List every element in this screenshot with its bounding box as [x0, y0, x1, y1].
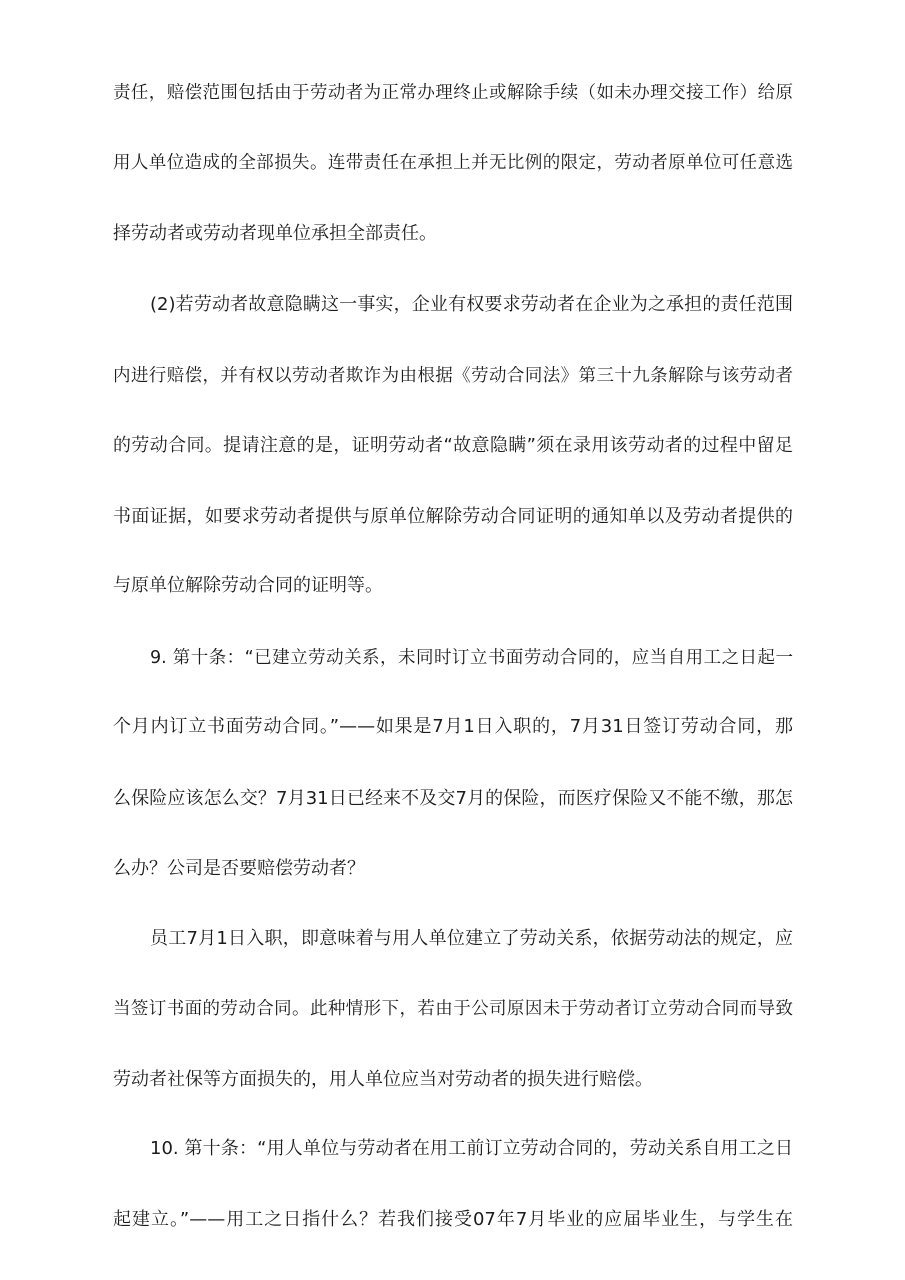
- paragraph-2-line-3: 的劳动合同。提请注意的是，证明劳动者“故意隐瞒”须在录用该劳动者的过程中留足: [113, 435, 793, 456]
- paragraph-3-line-1: 9. 第十条：“已建立劳动关系，未同时订立书面劳动合同的，应当自用工之日起一: [150, 648, 793, 668]
- paragraph-2-line-4: 书面证据，如要求劳动者提供与原单位解除劳动合同证明的通知单以及劳动者提供的: [113, 506, 793, 527]
- paragraph-1-line-2: 用人单位造成的全部损失。连带责任在承担上并无比例的限定，劳动者原单位可任意选: [113, 153, 793, 173]
- paragraph-3-line-3: 么保险应该怎么交？7月31日已经来不及交7月的保险，而医疗保险又不能不缴，那怎: [113, 788, 793, 809]
- paragraph-1-line-1: 责任，赔偿范围包括由于劳动者为正常办理终止或解除手续（如未办理交接工作）给原: [113, 83, 793, 103]
- paragraph-2-line-5: 与原单位解除劳动合同的证明等。: [113, 575, 383, 596]
- paragraph-3-line-4: 么办？公司是否要赔偿劳动者？: [113, 858, 365, 879]
- paragraph-3-line-2: 个月内订立书面劳动合同。”——如果是7月1日入职的，7月31日签订劳动合同，那: [113, 716, 793, 737]
- paragraph-5-line-2: 起建立。”——用工之日指什么？若我们接受07年7月毕业的应届毕业生，与学生在: [113, 1209, 793, 1230]
- paragraph-4-line-1: 员工7月1日入职，即意味着与用人单位建立了劳动关系，依据劳动法的规定，应: [150, 928, 793, 949]
- paragraph-2-line-1: (2)若劳动者故意隐瞒这一事实，企业有权要求劳动者在企业为之承担的责任范围: [150, 294, 793, 315]
- paragraph-4-line-3: 劳动者社保等方面损失的，用人单位应当对劳动者的损失进行赔偿。: [113, 1069, 653, 1090]
- paragraph-2-line-2: 内进行赔偿，并有权以劳动者欺诈为由根据《劳动合同法》第三十九条解除与该劳动者: [113, 366, 793, 386]
- paragraph-1-line-3: 择劳动者或劳动者现单位承担全部责任。: [113, 223, 437, 244]
- paragraph-5-line-1: 10. 第十条：“用人单位与劳动者在用工前订立劳动合同的，劳动关系自用工之日: [150, 1138, 793, 1159]
- paragraph-4-line-2: 当签订书面的劳动合同。此种情形下，若由于公司原因未于劳动者订立劳动合同而导致: [113, 999, 793, 1019]
